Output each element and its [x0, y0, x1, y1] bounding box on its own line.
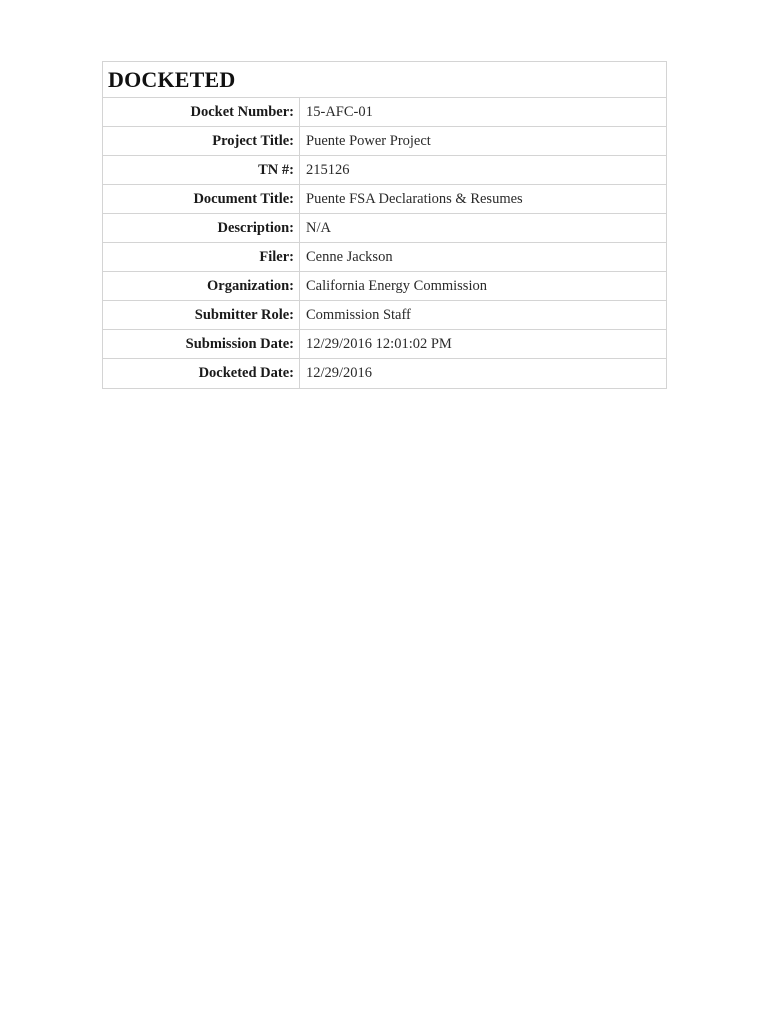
document-title-row: [103, 185, 666, 214]
project-title-value: Puente Power Project: [306, 133, 431, 149]
submission-date-row: [103, 330, 666, 359]
tn-value: 215126: [306, 162, 350, 178]
project-title-label: Project Title:: [103, 127, 300, 155]
docket-number-value: 15-AFC-01: [306, 104, 373, 120]
submission-date-label: Submission Date:: [103, 330, 300, 358]
project-title-row: [103, 127, 666, 156]
description-value: N/A: [306, 220, 331, 236]
document-title-value: Puente FSA Declarations & Resumes: [306, 191, 523, 207]
docketed-date-label: Docketed Date:: [103, 359, 300, 388]
submission-date-value: 12/29/2016 12:01:02 PM: [306, 336, 452, 352]
filer-value: Cenne Jackson: [306, 249, 393, 265]
tn-label: TN #:: [103, 156, 300, 184]
submitter-role-label: Submitter Role:: [103, 301, 300, 329]
document-title-label: Document Title:: [103, 185, 300, 213]
submitter-role-row: [103, 301, 666, 330]
docketed-date-value: 12/29/2016: [306, 365, 373, 381]
organization-value: California Energy Commission: [306, 278, 487, 294]
organization-label: Organization:: [103, 272, 300, 300]
filer-label: Filer:: [103, 243, 300, 271]
description-label: Description:: [103, 214, 300, 242]
organization-row: [103, 272, 666, 301]
docket-number-label: Docket Number:: [103, 98, 300, 126]
docket-info-table: [102, 61, 667, 389]
filer-row: [103, 243, 666, 272]
docketed-date-row: [103, 359, 666, 388]
submitter-role-value: Commission Staff: [306, 307, 411, 323]
docket-number-row: [103, 98, 666, 127]
tn-row: [103, 156, 666, 185]
description-row: [103, 214, 666, 243]
docketed-heading: DOCKETED: [103, 62, 666, 98]
